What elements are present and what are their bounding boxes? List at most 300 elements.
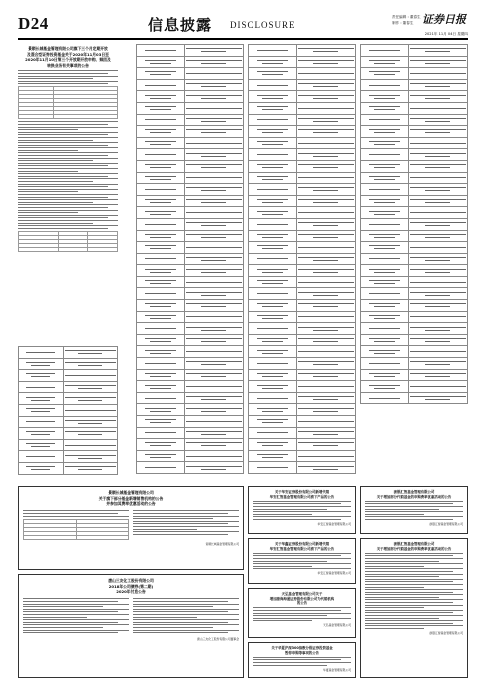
table-cell: [249, 207, 297, 219]
table-cell: [137, 369, 185, 381]
table-cell: [409, 149, 468, 161]
newspaper-logo: 证券日报: [422, 13, 466, 26]
table-row: [137, 381, 244, 393]
table-cell: [361, 311, 409, 323]
table-row: [249, 346, 356, 358]
table-cell: [185, 184, 244, 196]
table-row: [249, 242, 356, 254]
table-cell: [409, 230, 468, 242]
table-cell: [185, 404, 244, 416]
table-cell: [19, 416, 64, 428]
table-cell: [409, 126, 468, 138]
table-row: [137, 114, 244, 126]
table-cell: [249, 91, 297, 103]
table-cell: [19, 451, 64, 463]
table-cell: [361, 265, 409, 277]
table-row: [137, 300, 244, 312]
table-cell: [297, 218, 356, 230]
table-cell: [361, 68, 409, 80]
table-row: [19, 381, 118, 393]
table-cell: [361, 218, 409, 230]
table-cell: [297, 311, 356, 323]
table-cell: [137, 45, 185, 57]
table-row: [249, 450, 356, 462]
signoff-fund-distribution: 景顺长城基金管理有限公司: [205, 541, 239, 546]
table-row: [137, 207, 244, 219]
table-cell: [297, 160, 356, 172]
table-row: [249, 79, 356, 91]
table-row: [137, 195, 244, 207]
notice-title-zheyin-2: 浙银汇智基金管理有限公司 关于增加部分代销基金的申购费率优惠活动的公告: [376, 542, 452, 551]
table-row: [361, 288, 468, 300]
table-cell: [297, 114, 356, 126]
table-row: [137, 288, 244, 300]
table-cell: [409, 369, 468, 381]
table-row: [249, 91, 356, 103]
section-title: 信息披露: [148, 16, 213, 34]
table-cell: [297, 276, 356, 288]
table-row: [249, 102, 356, 114]
table-cell: [249, 392, 297, 404]
table-cell: [137, 288, 185, 300]
table-cell: [19, 462, 64, 474]
table-cell: [249, 56, 297, 68]
table-row: [361, 346, 468, 358]
table-cell: [297, 230, 356, 242]
table-cell: [409, 242, 468, 254]
table-row: [361, 358, 468, 370]
table-cell: [249, 160, 297, 172]
table-cell: [249, 404, 297, 416]
table-cell: [361, 381, 409, 393]
table-cell: [185, 68, 244, 80]
main-notice-body-2: [18, 121, 118, 228]
table-cell: [249, 68, 297, 80]
notice-box-bond-interest: [18, 574, 244, 678]
table-cell: [409, 392, 468, 404]
table-row: [249, 253, 356, 265]
table-row: [249, 195, 356, 207]
table-row: [361, 300, 468, 312]
table-cell: [19, 358, 64, 370]
table-cell: [409, 195, 468, 207]
notice-box-fund-distribution: [18, 486, 244, 570]
table-row: [137, 427, 244, 439]
table-cell: [63, 404, 117, 416]
table-cell: [361, 184, 409, 196]
table-cell: [185, 160, 244, 172]
table-cell: [297, 427, 356, 439]
table-cell: [297, 300, 356, 312]
table-cell: [185, 218, 244, 230]
table-row: [137, 369, 244, 381]
table-cell: [19, 428, 64, 440]
fund-table-col1: [18, 346, 118, 475]
table-cell: [185, 114, 244, 126]
table-cell: [185, 450, 244, 462]
table-row: [249, 358, 356, 370]
table-cell: [185, 427, 244, 439]
table-cell: [249, 126, 297, 138]
table-cell: [185, 439, 244, 451]
table-cell: [63, 462, 117, 474]
notice-title-zheyin-1: 浙银汇智基金管理有限公司 关于增加部分代销基金的申购费率优惠活动的公告: [376, 490, 452, 499]
table-row: [249, 265, 356, 277]
table-cell: [137, 126, 185, 138]
table-row: [361, 276, 468, 288]
table-cell: [185, 230, 244, 242]
table-cell: [249, 427, 297, 439]
table-cell: [137, 137, 185, 149]
table-cell: [185, 149, 244, 161]
table-row: [19, 347, 118, 359]
table-cell: [137, 207, 185, 219]
table-cell: [409, 114, 468, 126]
table-cell: [361, 172, 409, 184]
table-cell: [409, 137, 468, 149]
table-row: [361, 195, 468, 207]
table-cell: [409, 334, 468, 346]
table-cell: [249, 311, 297, 323]
table-cell: [249, 265, 297, 277]
table-row: [19, 428, 118, 440]
table-cell: [409, 56, 468, 68]
table-cell: [137, 416, 185, 428]
main-notice: [18, 46, 118, 252]
table-cell: [297, 334, 356, 346]
table-cell: [249, 276, 297, 288]
table-cell: [361, 56, 409, 68]
table-cell: [297, 450, 356, 462]
table-row: [137, 346, 244, 358]
table-row: [361, 160, 468, 172]
table-row: [249, 68, 356, 80]
table-cell: [297, 323, 356, 335]
table-row: [19, 404, 118, 416]
table-cell: [409, 172, 468, 184]
table-row: [249, 462, 356, 474]
table-cell: [137, 102, 185, 114]
table-cell: [361, 160, 409, 172]
table-cell: [297, 149, 356, 161]
table-row: [361, 126, 468, 138]
table-row: [249, 334, 356, 346]
table-cell: [361, 102, 409, 114]
table-row: [361, 311, 468, 323]
table-cell: [185, 346, 244, 358]
table-cell: [185, 265, 244, 277]
table-row: [249, 45, 356, 57]
table-cell: [361, 392, 409, 404]
table-row: [137, 439, 244, 451]
table-row: [19, 451, 118, 463]
table-cell: [185, 392, 244, 404]
table-cell: [137, 404, 185, 416]
table-row: [361, 137, 468, 149]
table-row: [249, 439, 356, 451]
table-cell: [249, 172, 297, 184]
table-cell: [137, 334, 185, 346]
table-cell: [409, 288, 468, 300]
table-cell: [409, 381, 468, 393]
main-notice-title: 景顺长城基金管理有限公司旗下三个月定期开放 及混合型证券投资基金关于2020年11月03日至 2020年11月10日第三个开放期开放申购、赎回及 转换业务有关事项的公告: [25, 46, 111, 68]
table-row: [137, 68, 244, 80]
table-row: [137, 91, 244, 103]
table-row: [137, 184, 244, 196]
table-cell: [185, 126, 244, 138]
table-cell: [63, 393, 117, 405]
table-cell: [63, 347, 117, 359]
table-cell: [63, 416, 117, 428]
table-cell: [19, 370, 64, 382]
table-cell: [185, 45, 244, 57]
page-number: D24: [18, 14, 49, 33]
table-cell: [297, 56, 356, 68]
table-row: [249, 56, 356, 68]
table-cell: [409, 184, 468, 196]
table-cell: [249, 323, 297, 335]
table-cell: [137, 242, 185, 254]
table-row: [137, 276, 244, 288]
table-row: [137, 172, 244, 184]
table-cell: [297, 404, 356, 416]
table-row: [361, 91, 468, 103]
main-notice-fee-table: [18, 231, 118, 252]
table-cell: [249, 462, 297, 474]
table-cell: [297, 381, 356, 393]
table-cell: [297, 102, 356, 114]
table-cell: [249, 114, 297, 126]
signoff-huaxia-suspension: 华夏基金管理有限公司: [323, 667, 351, 672]
table-cell: [249, 253, 297, 265]
table-row: [361, 149, 468, 161]
table-cell: [185, 381, 244, 393]
table-cell: [249, 334, 297, 346]
notice-box-zheyin-1: [360, 486, 468, 534]
table-cell: [297, 439, 356, 451]
table-row: [137, 137, 244, 149]
table-cell: [361, 369, 409, 381]
table-cell: [249, 369, 297, 381]
table-cell: [409, 323, 468, 335]
signoff-zheyin-1: 浙银汇智基金管理有限公司: [429, 521, 463, 526]
table-row: [361, 56, 468, 68]
table-cell: [185, 334, 244, 346]
table-cell: [297, 79, 356, 91]
table-row: [249, 218, 356, 230]
table-cell: [249, 79, 297, 91]
table-cell: [409, 253, 468, 265]
table-row: [361, 392, 468, 404]
table-row: [249, 369, 356, 381]
table-row: [19, 358, 118, 370]
table-row: [249, 137, 356, 149]
table-cell: [361, 242, 409, 254]
table-cell: [137, 450, 185, 462]
table-row: [137, 160, 244, 172]
table-cell: [409, 218, 468, 230]
table-cell: [249, 195, 297, 207]
table-row: [19, 462, 118, 474]
table-cell: [185, 276, 244, 288]
table-cell: [361, 276, 409, 288]
edition-editor: 责任编辑 : 董春生: [392, 15, 421, 19]
table-cell: [185, 242, 244, 254]
table-cell: [63, 451, 117, 463]
table-cell: [409, 265, 468, 277]
table-cell: [137, 311, 185, 323]
notice-box-zheyin-2: [360, 538, 468, 678]
table-cell: [297, 288, 356, 300]
table-cell: [361, 230, 409, 242]
table-cell: [361, 137, 409, 149]
issue-date: 2021年 11月 04日 星期四: [424, 32, 468, 36]
notice-box-huaan-distribution: [248, 486, 356, 534]
table-row: [249, 381, 356, 393]
table-cell: [297, 207, 356, 219]
table-row: [361, 172, 468, 184]
notice-title-huaan-distribution: 关于华安证券股份有限公司新增代销 华安汇智基金管理有限公司旗下产品的公告: [269, 490, 335, 499]
table-row: [361, 218, 468, 230]
table-cell: [297, 172, 356, 184]
table-cell: [361, 149, 409, 161]
table-row: [361, 68, 468, 80]
signoff-tianhong-distribution: 天弘基金管理有限公司: [323, 623, 351, 628]
table-cell: [19, 404, 64, 416]
table-row: [361, 334, 468, 346]
notice-title-fund-distribution: 景顺长城基金管理有限公司 关于旗下部分基金新增销售机构的公告 并参加其费率优惠活动的公告: [98, 490, 164, 507]
table-cell: [137, 218, 185, 230]
table-cell: [409, 311, 468, 323]
table-cell: [63, 370, 117, 382]
table-cell: [137, 358, 185, 370]
table-cell: [297, 45, 356, 57]
table-cell: [297, 126, 356, 138]
table-cell: [137, 276, 185, 288]
table-cell: [361, 346, 409, 358]
table-cell: [297, 137, 356, 149]
table-cell: [137, 381, 185, 393]
table-cell: [297, 184, 356, 196]
table-cell: [137, 462, 185, 474]
notice-title-tianhong-distribution: 天弘基金管理有限公司关于 增加渤海海通证券股份有限公司为代销机构 的公告: [269, 592, 335, 606]
table-row: [249, 230, 356, 242]
masthead-rule: [18, 38, 468, 40]
fund-table-col2: [136, 44, 244, 474]
table-row: [19, 393, 118, 405]
table-cell: [137, 346, 185, 358]
table-cell: [185, 137, 244, 149]
table-row: [361, 230, 468, 242]
table-row: [361, 102, 468, 114]
table-cell: [297, 195, 356, 207]
table-cell: [137, 427, 185, 439]
table-row: [249, 392, 356, 404]
table-cell: [297, 265, 356, 277]
signoff-zheyin-2: 浙银汇智基金管理有限公司: [429, 631, 463, 635]
table-cell: [19, 439, 64, 451]
signoff-huaan-distribution: 华安汇智基金管理有限公司: [317, 521, 351, 526]
table-cell: [249, 416, 297, 428]
table-cell: [185, 102, 244, 114]
table-cell: [409, 45, 468, 57]
table-cell: [137, 149, 185, 161]
table-row: [137, 149, 244, 161]
table-cell: [185, 288, 244, 300]
signoff-huaxin-distribution: 华安汇智基金管理有限公司: [317, 571, 351, 576]
table-cell: [19, 347, 64, 359]
table-cell: [185, 369, 244, 381]
table-cell: [185, 462, 244, 474]
table-cell: [409, 276, 468, 288]
table-row: [361, 114, 468, 126]
table-row: [137, 230, 244, 242]
table-cell: [137, 439, 185, 451]
signoff-bond-interest: 唐山三友化工股份有限公司董事会: [197, 636, 239, 641]
table-cell: [185, 253, 244, 265]
table-cell: [63, 381, 117, 393]
table-row: [137, 416, 244, 428]
table-cell: [297, 346, 356, 358]
table-cell: [137, 253, 185, 265]
table-row: [137, 79, 244, 91]
table-row: [361, 265, 468, 277]
table-cell: [297, 68, 356, 80]
table-cell: [297, 358, 356, 370]
table-row: [249, 288, 356, 300]
table-cell: [137, 114, 185, 126]
table-row: [137, 334, 244, 346]
table-cell: [185, 172, 244, 184]
table-cell: [361, 358, 409, 370]
masthead: [0, 0, 484, 38]
table-cell: [137, 91, 185, 103]
table-row: [137, 253, 244, 265]
table-cell: [297, 242, 356, 254]
table-cell: [361, 79, 409, 91]
table-cell: [137, 265, 185, 277]
table-cell: [137, 323, 185, 335]
table-cell: [185, 300, 244, 312]
table-cell: [361, 323, 409, 335]
table-row: [249, 404, 356, 416]
table-cell: [361, 288, 409, 300]
table-cell: [137, 56, 185, 68]
table-cell: [297, 253, 356, 265]
table-row: [361, 184, 468, 196]
table-row: [19, 416, 118, 428]
table-cell: [185, 79, 244, 91]
notice-box-huaxia-suspension: [248, 642, 356, 678]
table-row: [249, 323, 356, 335]
table-row: [361, 323, 468, 335]
table-cell: [249, 218, 297, 230]
table-cell: [185, 195, 244, 207]
table-row: [249, 160, 356, 172]
notice-title-huaxin-distribution: 关于华鑫证券股份有限公司新增代销 华安汇智基金管理有限公司旗下产品的公告: [269, 542, 335, 551]
table-cell: [249, 439, 297, 451]
table-row: [361, 369, 468, 381]
table-cell: [249, 149, 297, 161]
table-row: [137, 265, 244, 277]
table-row: [361, 207, 468, 219]
table-cell: [297, 462, 356, 474]
edition-producer: 制作 : 董春生: [392, 21, 414, 25]
table-row: [137, 462, 244, 474]
fund-table-col3: [248, 44, 356, 474]
table-row: [249, 276, 356, 288]
table-cell: [409, 91, 468, 103]
